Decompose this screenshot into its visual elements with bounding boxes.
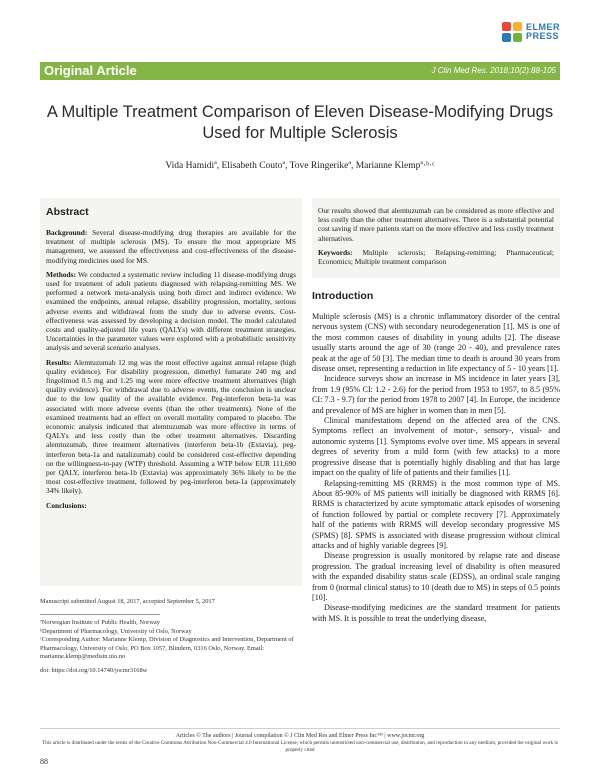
abstract-heading: Abstract [46, 206, 89, 218]
footer-license: This article is distributed under the terms of the Creative Commons Attribution Non-Commercial 4.0 International License, which permits unrestricted non-commercial use, distribution, and reproduction in any medium, provided the original work is properly cited [42, 740, 558, 753]
author-list: Vida Hamidiª, Elisabeth Coutoª, Tove Ringerikeª, Marianne Klempª·ᵇ·ᶜ [165, 161, 435, 171]
footer-copyright: Articles © The authors | Journal compilation © J Clin Med Res and Elmer Press Inc™ | www.jocmr.org [175, 733, 425, 739]
introduction-heading: Introduction [312, 290, 374, 302]
abstract-results: Results: Alemtuzumab 12 mg was the most effective against annual relapse (high quality evidence). For disability progression, dimethyl fumarate 240 mg and fingolimod 0.5 mg and 1.25 mg were more effective treatment alternatives (high quality evidence). For withdrawal due to adverse events, the conclusion is unclear due to the low quality of the available evidence. Peg-interferon beta-1a was associated with more adverse events (than the other treatments). None of the examined treatments had an effect on overall mortality compared to placebo. The economic analysis indicated that alemtuzumab was more effective in terms of QALYs and less costly than the other treatment alternatives. Discarding alemtuzumab, three treatment alternatives (interferon beta-1b (Extavia), peg-interferon beta-1a and natalizumab) could be considered cost-effective depending on the willingness-to-pay (WTP) threshold. Assuming a WTP below EUR 111,690 per QALY, interferon beta-1b (Extavia) was approximately 36% likely to be the most cost-effective treatment, followed by peg-interferon beta-1a (approximately 34% likely). [46, 357, 296, 496]
intro-paragraph: Disease-modifying medicines are the standard treatment for patients with MS. It is possible to treat the underlying disease, [312, 603, 560, 623]
publisher-logo [502, 22, 560, 42]
abstract-box [40, 198, 302, 586]
abstract-keywords: Keywords: Multiple sclerosis; Relapsing-remitting; Pharmaceutical; Economics; Multiple treatment comparison [318, 247, 554, 267]
article-type: Original Article [44, 63, 137, 78]
corresponding-author: ᶜCorresponding Author: Marianne Klemp, Division of Diagnostics and Intervention, Department of Pharmacology, University of Oslo, PO Box 1057, Blindern, 0316 Oslo, Norway. Email: marianne.klemp@medisin.uio.no [40, 636, 294, 661]
doi-link[interactable]: doi: https://doi.org/10.14740/jocmr3168w [40, 667, 148, 675]
logo-name-bottom: PRESS [526, 31, 560, 41]
logo-name-top: ELMER [526, 21, 560, 32]
introduction-section [312, 290, 560, 624]
abstract-continued [312, 198, 560, 278]
intro-paragraph: Multiple sclerosis (MS) is a chronic inflammatory disorder of the central nervous system (CNS) with secondary neurodegeneration [1]. MS is one of the most common causes of disability in young adults [2]. The disease usually starts around the age of 30 (range 20 - 40), and prevalence rates peak at the age of 50 [3]. The median time to death is around 30 years from disease onset, representing a reduction in life expectancy of 5 - 10 years [1]. [312, 312, 560, 374]
abstract-background: Background: Several disease-modifying drug therapies are available for the treatment of multiple sclerosis (MS). To ensure the most appropriate MS management, we assessed the effectiveness and cost-effectiveness of the disease-modifying medicines used for MS. [46, 228, 296, 265]
abstract-conclusions-label: Conclusions: [46, 500, 87, 510]
intro-paragraph: Incidence surveys show an increase in MS incidence in later years [3], from 1.9 (95% CI: 1.2 - 2.6) for the period from 1953 to 1957, to 8.5 (95% CI: 7.3 - 9.7) for the period from 1978 to 2007 [4]. In Europe, the incidence and prevalence of MS are higher in women than in men [5]. [312, 374, 560, 415]
article-type-banner [40, 62, 560, 80]
front-matter-notes [40, 598, 302, 676]
page-footer [40, 732, 560, 753]
footer-divider [40, 728, 560, 729]
affiliation-a: ªNorwegian Institute of Public Health, Norway [40, 619, 160, 627]
notes-divider [40, 614, 160, 615]
page-number: 88 [40, 757, 48, 766]
abstract-methods: Methods: We conducted a systematic review including 11 disease-modifying drugs used for treatment of adult patients diagnosed with relapsing-remitting MS. We performed a network meta-analysis using both direct and indirect evidence. We examined the endpoints, annual relapse, disability progression, mortality, serious adverse events and withdrawal from the study due to adverse events. Cost-effectiveness was assessed by developing a decision model. The model calculated costs and quality-adjusted life years (QALYs) with different treatment strategies. Uncertainties in the parameter values were explored with a probabilistic sensitivity analysis and several scenario analyses. [46, 269, 296, 353]
article-title: A Multiple Treatment Comparison of Eleven Disease-Modifying Drugs Used for Multiple Sclerosis [46, 103, 554, 142]
intro-paragraph: Disease progression is usually monitored by relapse rate and disease progression. The gradual increasing level of disability is often measured with the expanded disability status scale (EDSS), an ordinal scale ranging from 0 (normal clinical status) to 10 (death due to MS) in steps of 0.5 points [10]. [312, 551, 560, 602]
intro-paragraph: Clinical manifestations depend on the affected area of the CNS. Symptoms reflect an involvement of motor-, sensory-, visual- and autonomic systems [1]. Symptoms evolve over time. MS appears in several degrees of severity from a mild form (with few attacks) to a more progressive disease that is potentially highly disabling and that has large impact on the quality of life of patients and their families [1]. [312, 416, 560, 478]
submission-dates: Manuscript submitted August 18, 2017, accepted September 5, 2017 [40, 598, 215, 605]
left-column [40, 198, 302, 676]
affiliation-b: ᵇDepartment of Pharmacology, University of Oslo, Norway [40, 627, 192, 635]
right-column [312, 198, 560, 624]
journal-citation: J Clin Med Res. 2018;10(2):88-105 [431, 66, 556, 75]
intro-paragraph: Relapsing-remitting MS (RRMS) is the most common type of MS. About 85-90% of MS patients will initially be diagnosed with RRMS [6]. RRMS is characterized by acute symptomatic attack episodes of worsening of function followed by partial or complete recovery [7]. Approximately half of the patients with RRMS will develop secondary progressive MS (SPMS) [8]. SPMS is associated with disease progression without clinical attacks and of highly variable degrees [9]. [312, 478, 560, 550]
abstract-conclusions: Our results showed that alemtuzumab can be considered as more effective and less costly than the other treatment alternatives. There is a substantial potential cost saving if more patients start on the more effective and less costly treatment alternatives. [318, 206, 554, 243]
publisher-logo-icon [502, 22, 522, 42]
